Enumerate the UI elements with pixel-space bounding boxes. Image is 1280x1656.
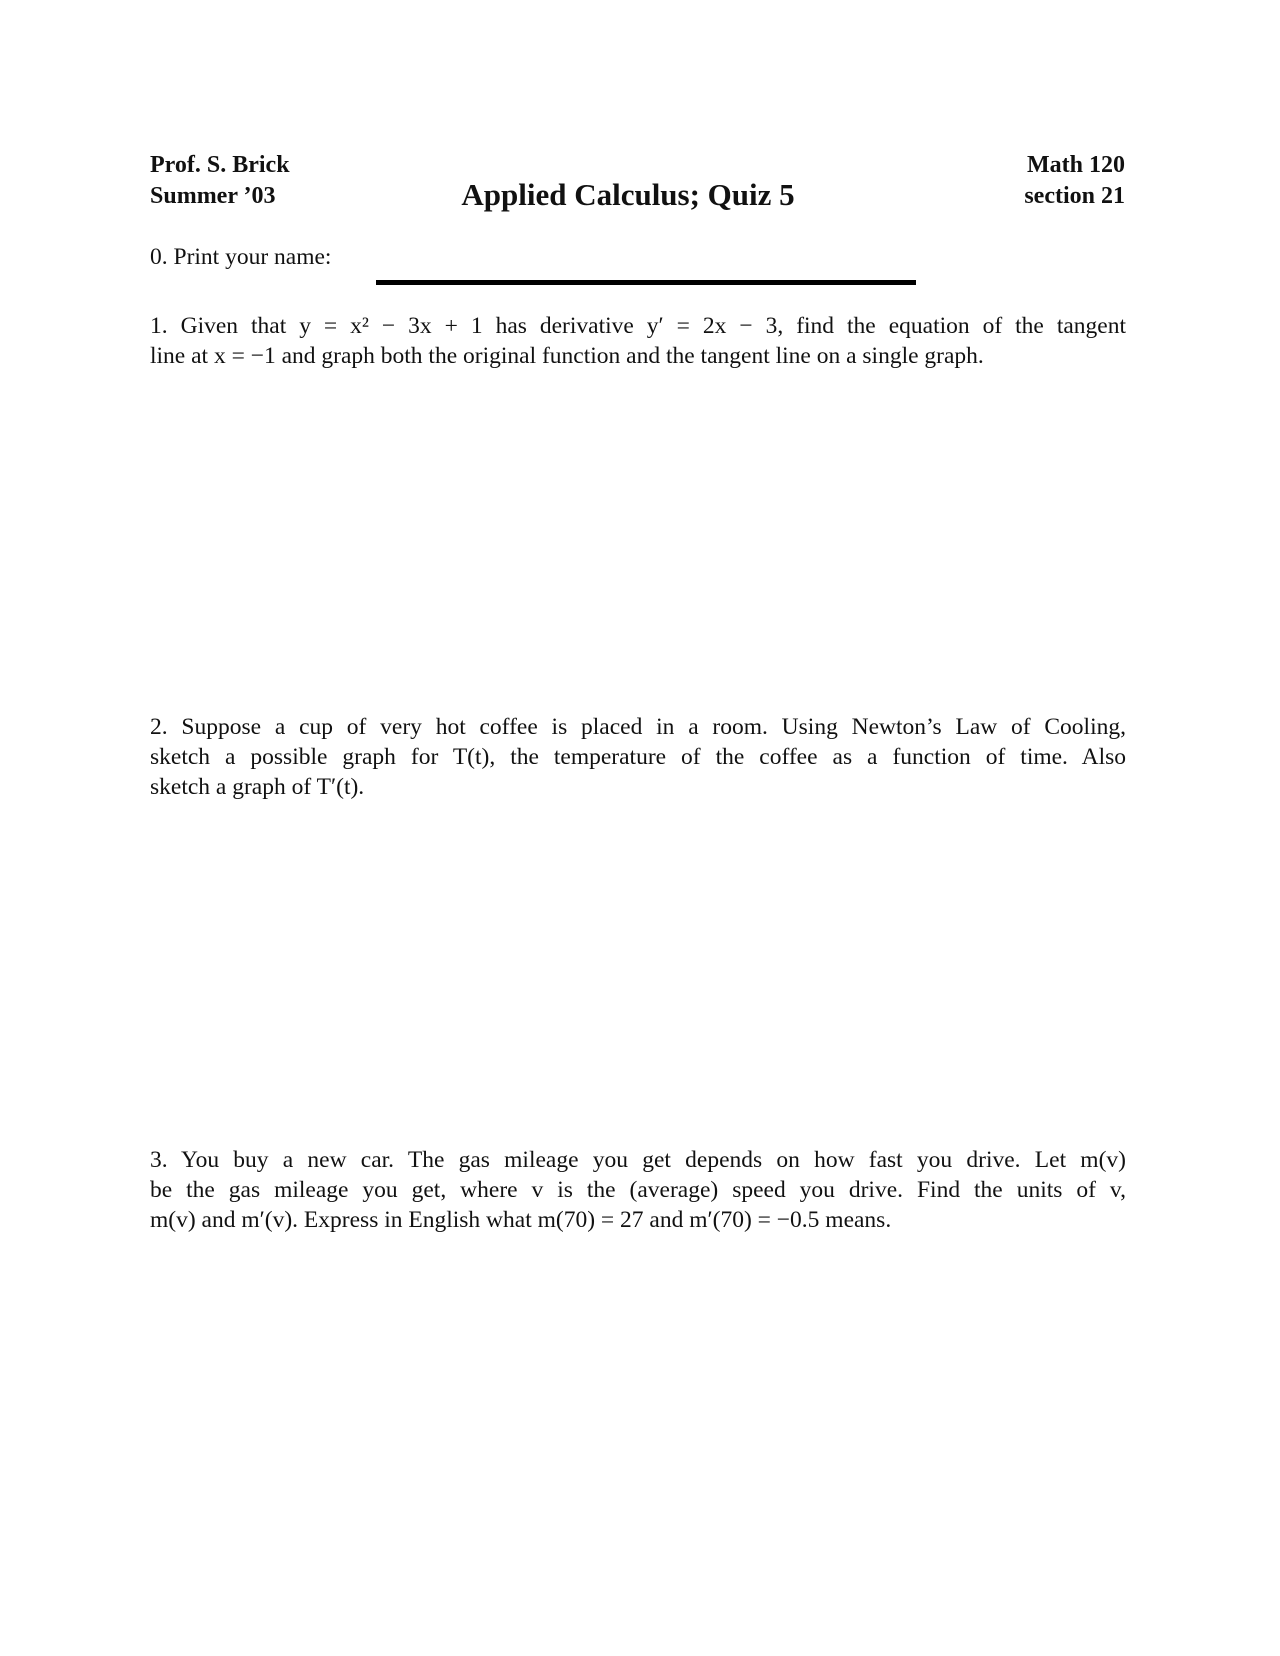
- question-3-answer-space[interactable]: [150, 1245, 1126, 1595]
- question-1-line-2: line at x = −1 and graph both the original function and the tangent line on a single graph.: [150, 343, 984, 369]
- question-2-line-1: 2. Suppose a cup of very hot coffee is placed in a room. Using Newton’s Law of Cooling,: [150, 714, 1126, 740]
- section-label: section 21: [1024, 183, 1125, 209]
- name-answer-line[interactable]: [376, 280, 916, 285]
- question-2-line-3: sketch a graph of T′(t).: [150, 774, 365, 800]
- question-2: [150, 712, 1126, 802]
- instructor-name: Prof. S. Brick: [150, 152, 290, 178]
- question-3-line-3: m(v) and m′(v). Express in English what m(70) = 27 and m′(70) = −0.5 means.: [150, 1207, 892, 1233]
- question-2-answer-space[interactable]: [150, 810, 1126, 1130]
- name-prompt: 0. Print your name:: [150, 244, 332, 270]
- question-1: [150, 311, 1126, 371]
- question-3-line-1: 3. You buy a new car. The gas mileage you get depends on how fast you drive. Let m(v): [150, 1147, 1126, 1173]
- question-2-line-2: sketch a possible graph for T(t), the temperature of the coffee as a function of time. Also: [150, 744, 1126, 770]
- question-3-line-2: be the gas mileage you get, where v is the (average) speed you drive. Find the units of v,: [150, 1177, 1126, 1203]
- course-label: Math 120: [1027, 152, 1125, 178]
- page-title-text: Applied Calculus; Quiz 5: [461, 177, 795, 212]
- term-label: Summer ’03: [150, 183, 276, 209]
- question-1-answer-space[interactable]: [150, 380, 1126, 690]
- question-1-line-1: 1. Given that y = x² − 3x + 1 has derivative y′ = 2x − 3, find the equation of the tangent: [150, 313, 1126, 339]
- question-3: [150, 1145, 1126, 1235]
